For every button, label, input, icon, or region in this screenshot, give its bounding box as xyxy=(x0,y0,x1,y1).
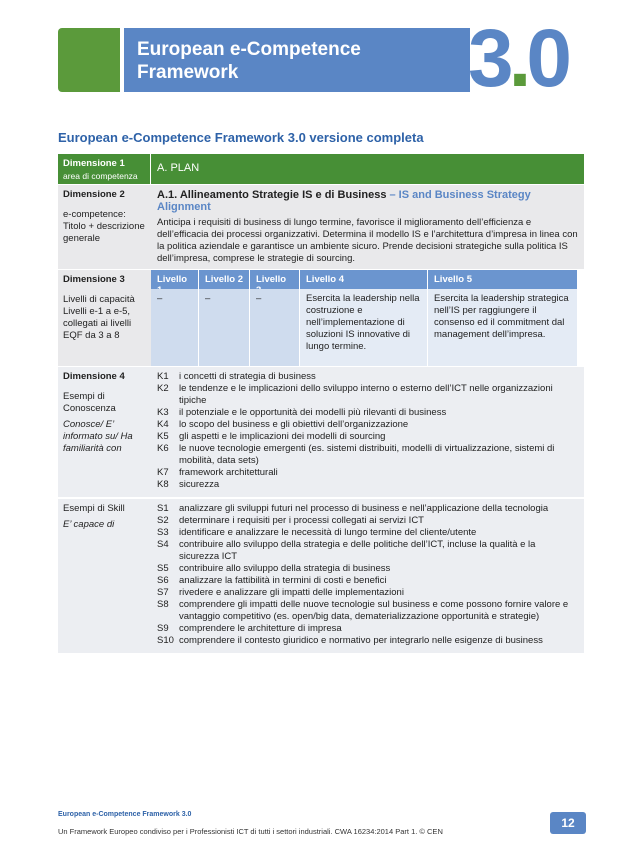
dimension2-content xyxy=(151,185,584,269)
dimension4-label-cell xyxy=(58,367,151,497)
level-2-text: – xyxy=(199,289,250,366)
list-item: S4 contribuire allo sviluppo della strategia e delle politiche dell’ICT, incluse la qualità e la sicurezza ICT xyxy=(157,539,536,562)
dimension4-knowledge-row xyxy=(58,367,584,497)
header-green-block xyxy=(58,28,120,92)
list-item: K3 il potenziale e le opportunità dei modelli più rilevanti di business xyxy=(157,407,447,418)
header-title-line1: European e-Competence xyxy=(137,39,361,60)
competence-title-it: A.1. Allineamento Strategie IS e di Business xyxy=(157,189,387,201)
version-dot: . xyxy=(508,13,527,104)
list-item: S3 identificare e analizzare le necessità di lungo termine del cliente/utente xyxy=(157,527,477,538)
level-4-text: Esercita la leadership nella costruzione e nell’implementazione di soluzioni IS innovative di lungo termine. xyxy=(300,289,428,366)
level-1-text: – xyxy=(151,289,199,366)
list-item: S6 analizzare la fattibilità in termini di costi e benefici xyxy=(157,575,387,586)
skills-list xyxy=(151,499,584,653)
dimension3-side: Livelli di capacità Livelli e-1 a e-5, collegati ai livelli EQF da 3 a 8 xyxy=(63,294,135,341)
version-minor: 0 xyxy=(526,13,568,104)
competence-title-en: IS and Business Strategy Alignment xyxy=(157,189,531,213)
list-item: S2 determinare i requisiti per i processi collegati ai servizi ICT xyxy=(157,515,424,526)
list-item: S8 comprendere gli impatti delle nuove tecnologie sul business e come possono fornire valore e vantaggio competitivo (es. open/big data, dematerializzazione opportunità e strategie) xyxy=(157,599,569,622)
levels-grid xyxy=(151,270,584,366)
level-5-header: Livello 5 xyxy=(428,270,577,289)
dimension3-label: Dimensione 3 xyxy=(63,274,125,285)
dimension2-label: Dimensione 2 xyxy=(63,189,125,200)
competence-description: Anticipa i requisiti di business di lungo termine, favorisce il miglioramento dell’efficienza e dell’efficacia dei processi organizzativi. Determina il modello IS e l’architettura d’impresa in linea con la politica aziendale e garantisce un ambiente sicuro. Prende decisioni strategiche sulla politica IS dell’impresa, comprese le strategie di sourcing. xyxy=(157,217,578,264)
level-2-header: Livello 2 xyxy=(199,270,250,289)
dimension2-side: e-competence: Titolo + descrizione generale xyxy=(63,209,145,244)
level-1-header: Livello xyxy=(151,270,199,289)
dimension4-label: Dimensione 4 xyxy=(63,371,125,382)
list-item: K6 le nuove tecnologie emergenti (es. sistemi distribuiti, modelli di virtualizzazione, sistemi di mobilità, data sets) xyxy=(157,443,555,466)
level-3-text: – xyxy=(250,289,300,366)
list-item: S7 rivedere e analizzare gli impatti delle implementazioni xyxy=(157,587,404,598)
list-item: K7 framework architetturali xyxy=(157,467,278,478)
section-title: European e-Competence Framework 3.0 versione completa xyxy=(58,130,424,145)
dimension1-sublabel: area di competenza xyxy=(63,171,138,181)
skills-side-label: Esempi di Skill xyxy=(63,503,125,514)
levels-body xyxy=(151,289,584,366)
header-title xyxy=(137,38,361,84)
knowledge-side-sublabel: Conosce/ E’ informato su/ Ha familiarità con xyxy=(63,419,133,454)
list-item: K4 lo scopo del business e gli obiettivi dell’organizzazione xyxy=(157,419,409,430)
dimension1-row xyxy=(58,154,584,184)
version-major: 3 xyxy=(468,13,509,104)
knowledge-side-label: Esempi di Conoscenza xyxy=(63,391,116,414)
skills-side-sublabel: E’ capace di xyxy=(63,519,115,530)
list-item: K8 sicurezza xyxy=(157,479,220,490)
list-item: S10 comprendere il contesto giuridico e normativo per integrarlo nelle esigenze di business xyxy=(157,635,543,646)
list-item: K2 le tendenze e le implicazioni dello sviluppo interno o esterno dell’ICT nelle organizzazioni tipiche xyxy=(157,383,553,406)
level-4-header: Livello 4 xyxy=(300,270,428,289)
header-title-line2: Framework xyxy=(137,62,239,83)
dimension4-skills-row xyxy=(58,499,584,653)
competence-table xyxy=(58,154,584,653)
dimension2-label-cell xyxy=(58,185,151,269)
competence-title xyxy=(157,189,578,213)
list-item: S5 contribuire allo sviluppo della strategia di business xyxy=(157,563,391,574)
competence-title-sep: – xyxy=(386,189,399,201)
level-5-text: Esercita la leadership strategica nell’IS per raggiungere il consenso ed il commitment dal management dell’impresa. xyxy=(428,289,577,366)
level-3-header: Livello xyxy=(250,270,300,289)
header-version-number xyxy=(468,14,567,104)
dimension1-label: Dimensione 1 xyxy=(63,158,125,169)
list-item: S1 analizzare gli sviluppi futuri nel processo di business e nell’applicazione della tecnologia xyxy=(157,503,549,514)
list-item: S9 comprendere le architetture di impresa xyxy=(157,623,342,634)
dimension3-row xyxy=(58,270,584,366)
dimension1-label-cell xyxy=(58,154,151,184)
knowledge-list xyxy=(151,367,584,497)
dimension2-row xyxy=(58,185,584,269)
footer-subtitle: Un Framework Europeo condiviso per i Professionisti ICT di tutti i settori industriali. CWA 16234:2014 Part 1. © CEN xyxy=(58,827,443,836)
skills-label-cell xyxy=(58,499,151,653)
dimension1-value: A. PLAN xyxy=(157,162,200,174)
list-item: K5 gli aspetti e le implicazioni dei modelli di sourcing xyxy=(157,431,386,442)
levels-header xyxy=(151,270,584,289)
dimension3-label-cell xyxy=(58,270,151,366)
page-number: 12 xyxy=(550,812,586,834)
footer-title: European e-Competence Framework 3.0 xyxy=(58,811,192,818)
list-item: K1 i concetti di strategia di business xyxy=(157,371,316,382)
